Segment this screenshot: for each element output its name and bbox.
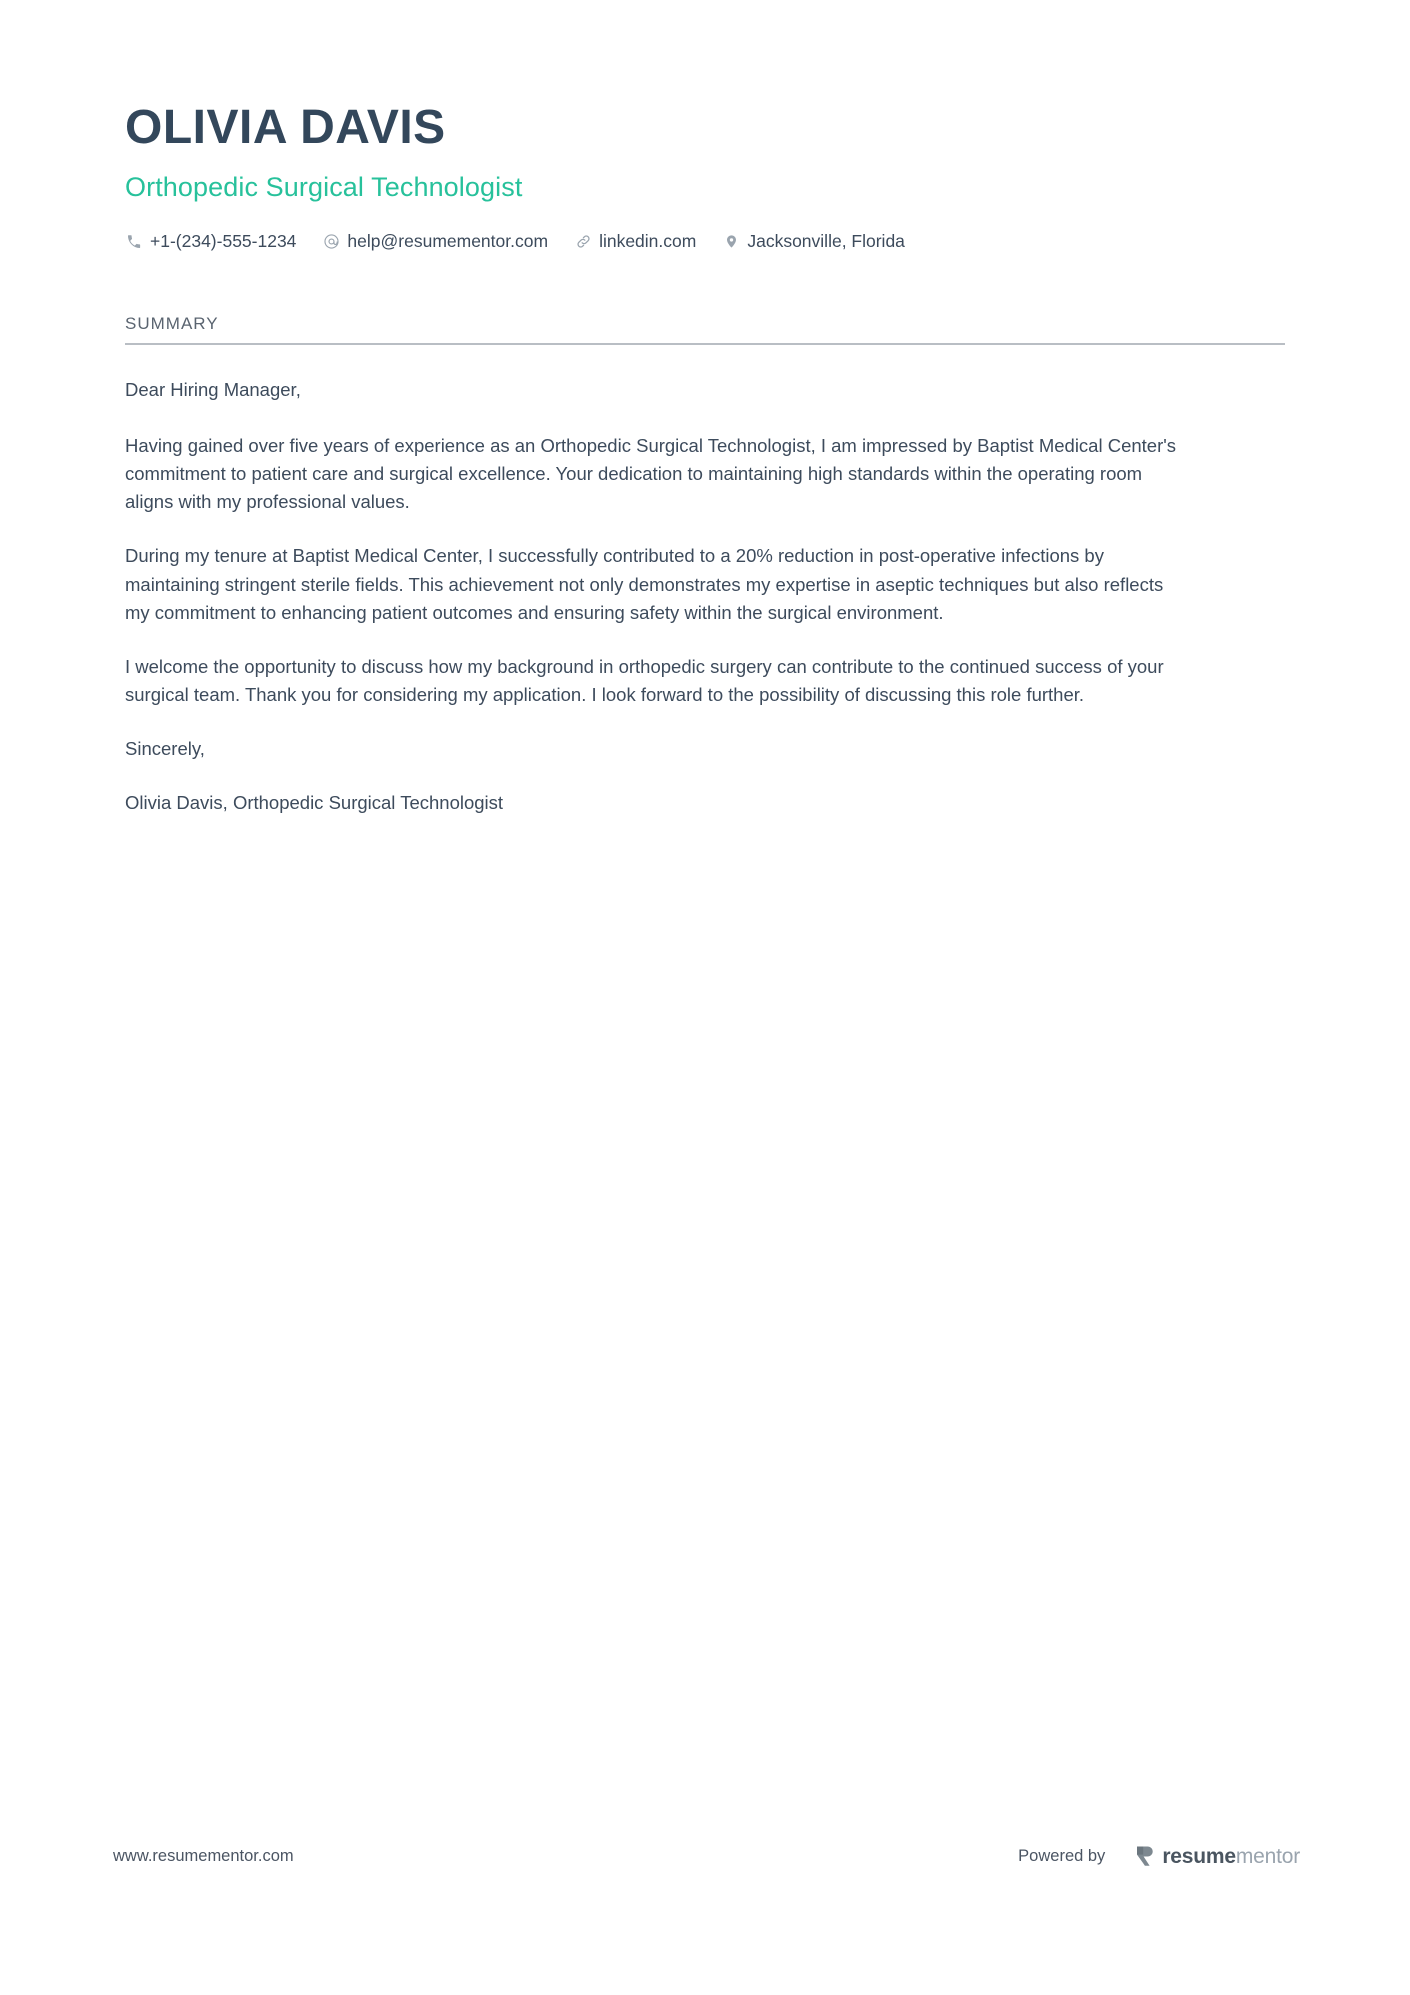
link-icon [574,233,592,251]
contact-phone[interactable] [125,231,296,252]
resumementor-logo-mark-icon [1135,1845,1155,1867]
contact-location[interactable] [722,231,905,252]
contact-linkedin[interactable] [574,231,696,252]
contact-email[interactable] [322,231,548,252]
summary-section [125,252,1285,817]
email-icon [322,233,340,251]
contact-info-row [125,201,1285,252]
phone-icon [125,233,143,251]
letter-paragraph-1: Having gained over five years of experience as an Orthopedic Surgical Technologist, I am impressed by Baptist Medical Center's commitment to patient care and surgical excellence. Your dedication to maintaining high standards within the operating room aligns with my professional values. [125,435,1177,513]
contact-email-label: help@resumementor.com [347,231,549,251]
document-footer [0,1845,1410,1995]
location-pin-icon [722,233,740,251]
footer-website-url[interactable]: www.resumementor.com [113,1846,294,1865]
logo-text-mentor: mentor [1235,1844,1300,1868]
letter-salutation: Dear Hiring Manager, [125,379,301,400]
letter-closing: Sincerely, [125,737,205,759]
document-header [125,0,1285,252]
contact-location-label: Jacksonville, Florida [747,231,905,251]
candidate-name: OLIVIA DAVIS [125,101,446,154]
powered-by-label: Powered by [1018,1846,1106,1865]
letter-signature: Olivia Davis, Orthopedic Surgical Technologist [125,792,504,814]
letter-paragraph-3: I welcome the opportunity to discuss how my background in orthopedic surgery can contribute to the continued success of your surgical team. Thank you for considering my application. I look forward to the possibility of discussing this role further. [125,655,1164,705]
section-heading-summary: SUMMARY [125,314,219,333]
letter-paragraph-2: During my tenure at Baptist Medical Center, I successfully contributed to a 20% reduction in post-operative infections by maintaining stringent sterile fields. This achievement not only demonstrates my expertise in aseptic techniques but also reflects my commitment to enhancing patient outcomes and ensuring safety within the surgical environment. [125,545,1164,623]
contact-phone-label: +1-(234)-555-1234 [150,231,297,251]
contact-linkedin-label: linkedin.com [599,231,697,251]
candidate-job-title: Orthopedic Surgical Technologist [125,172,523,202]
cover-letter-body [125,345,1285,817]
resumementor-logo[interactable] [1135,1845,1300,1867]
logo-text-resume: resume [1162,1844,1236,1868]
footer-branding [1018,1845,1300,1867]
document-content [125,0,1285,817]
